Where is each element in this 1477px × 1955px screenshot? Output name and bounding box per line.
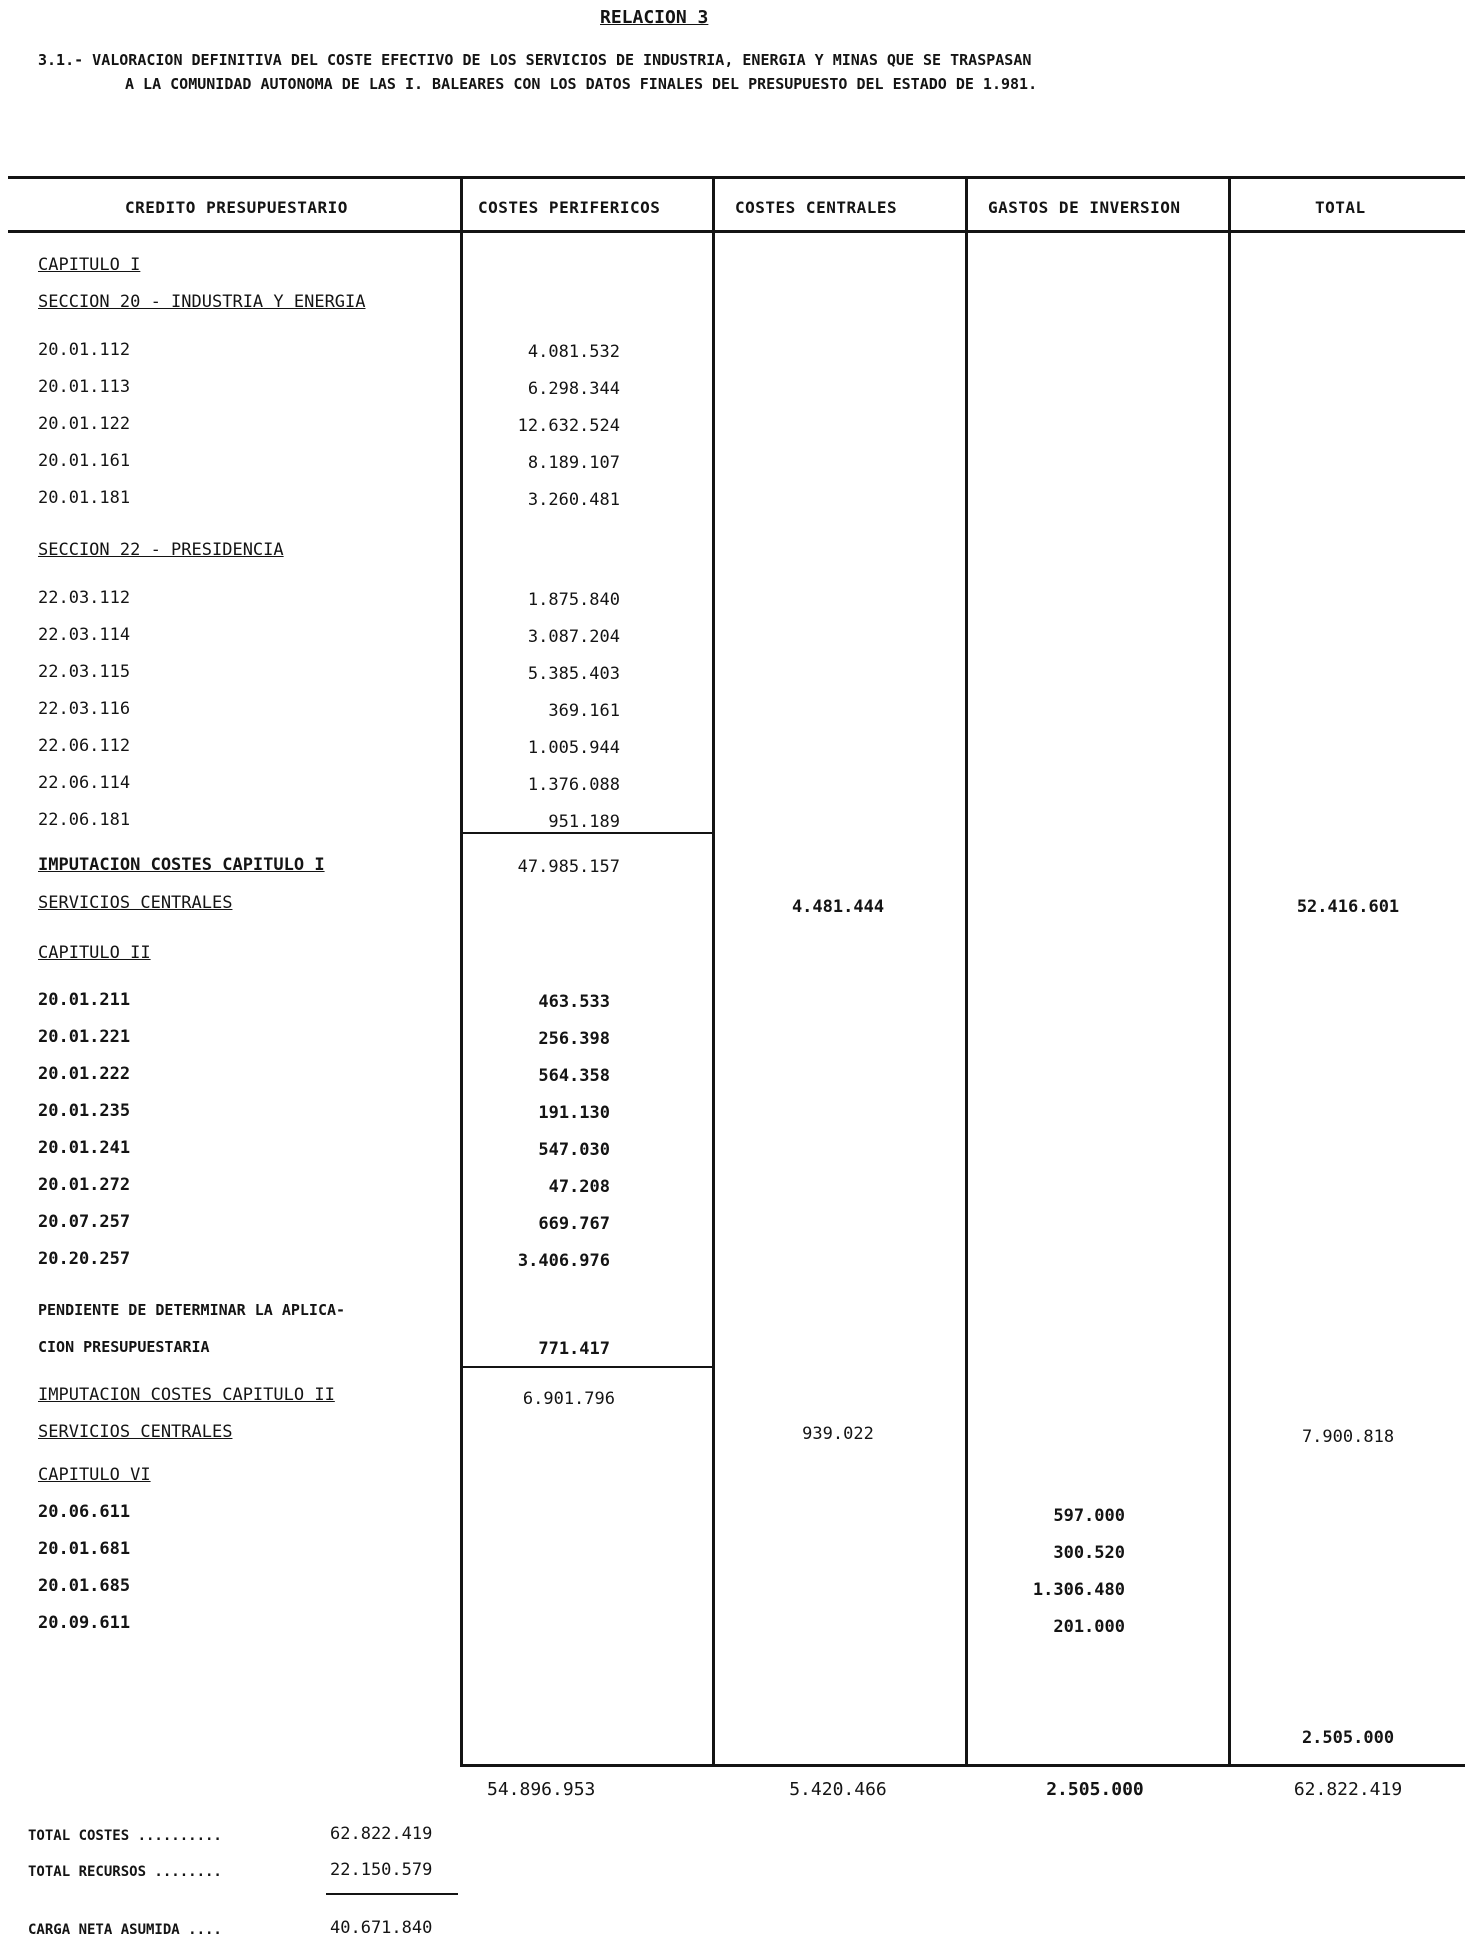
table-row-value: 951.189: [548, 812, 620, 832]
subtitle-line-2: A LA COMUNIDAD AUTONOMA DE LAS I. BALEARES CON LOS DATOS FINALES DEL PRESUPUESTO DEL ESTADO DE 1.981.: [125, 75, 1038, 93]
table-row-code: 20.01.221: [38, 1027, 131, 1047]
total-general: 62.822.419: [1293, 1779, 1403, 1800]
table-row-value: 3.406.976: [517, 1251, 610, 1271]
table-row-code: 22.06.114: [38, 773, 131, 793]
table-row-value: 8.189.107: [527, 453, 620, 473]
cap1-imputacion-value: 47.985.157: [517, 857, 620, 877]
table-row-code: 22.03.116: [38, 699, 131, 719]
table-row-value: 1.875.840: [527, 590, 620, 610]
summary-rule: [326, 1893, 458, 1895]
table-row-value: 47.208: [548, 1177, 610, 1197]
sec20-title: SECCION 20 - INDUSTRIA Y ENERGIA: [38, 292, 366, 312]
cap6-total-value: 2.505.000: [1301, 1728, 1395, 1748]
cap1-centrales-value: 4.481.444: [791, 897, 885, 917]
table-row-value: 369.161: [548, 701, 620, 721]
table-row-code: 20.01.272: [38, 1175, 131, 1195]
table-row-value: 5.385.403: [527, 664, 620, 684]
cap1-imputacion-label: IMPUTACION COSTES CAPITULO I: [38, 855, 325, 875]
table-row-value: 256.398: [538, 1029, 610, 1049]
table-row-code: 22.03.112: [38, 588, 131, 608]
cap1-total-value: 52.416.601: [1296, 897, 1400, 917]
col-header-inversion: GASTOS DE INVERSION: [988, 198, 1181, 217]
cap2-total-value: 7.900.818: [1301, 1427, 1395, 1447]
table-row-value: 1.005.944: [527, 738, 620, 758]
cap2-centrales-value: 939.022: [802, 1424, 874, 1444]
cap2-title: CAPITULO II: [38, 943, 151, 963]
table-row-code: 22.03.114: [38, 625, 131, 645]
col-header-perifericos: COSTES PERIFERICOS: [478, 198, 661, 217]
col-divider-4: [1228, 176, 1231, 1766]
table-row-code: 20.06.611: [38, 1502, 131, 1522]
table-row-code: 20.01.681: [38, 1539, 131, 1559]
summary-total-recursos-label: TOTAL RECURSOS ........: [28, 1864, 222, 1880]
cap2-servicios-label: SERVICIOS CENTRALES: [38, 1422, 233, 1442]
table-row-value: 1.306.480: [1032, 1580, 1125, 1600]
cap2-imputacion-value: 6.901.796: [522, 1389, 615, 1409]
sec22-title: SECCION 22 - PRESIDENCIA: [38, 540, 284, 560]
table-row-value: 4.081.532: [527, 342, 620, 362]
col-divider-3: [965, 176, 968, 1766]
table-row-value: 201.000: [1053, 1617, 1125, 1637]
cap1-subtotal-rule: [460, 832, 712, 834]
table-row-code: 20.09.611: [38, 1613, 131, 1633]
table-row-value: 463.533: [538, 992, 610, 1012]
table-row-value: 191.130: [538, 1103, 610, 1123]
table-row-value: 12.632.524: [517, 416, 620, 436]
summary-total-costes-label: TOTAL COSTES ..........: [28, 1828, 222, 1844]
col-header-credito: CREDITO PRESUPUESTARIO: [125, 198, 348, 217]
table-row-code: 20.01.161: [38, 451, 131, 471]
table-top-rule: [8, 176, 1465, 179]
table-row-code: 22.06.112: [38, 736, 131, 756]
cap2-pendiente-line-1: PENDIENTE DE DETERMINAR LA APLICA-: [38, 1301, 346, 1319]
summary-carga-neta-label: CARGA NETA ASUMIDA ....: [28, 1922, 222, 1938]
cap1-title: CAPITULO I: [38, 255, 141, 275]
table-row-code: 20.01.685: [38, 1576, 131, 1596]
total-inversion: 2.505.000: [1046, 1779, 1144, 1800]
table-row-value: 597.000: [1053, 1506, 1125, 1526]
table-row-value: 3.260.481: [527, 490, 620, 510]
col-header-total: TOTAL: [1315, 198, 1366, 217]
total-perifericos: 54.896.953: [487, 1779, 596, 1800]
summary-total-recursos-value: 22.150.579: [330, 1860, 433, 1880]
summary-carga-neta-value: 40.671.840: [330, 1918, 433, 1938]
col-divider-1: [460, 176, 463, 1766]
table-row-value: 564.358: [538, 1066, 610, 1086]
cap1-servicios-label: SERVICIOS CENTRALES: [38, 893, 233, 913]
header-bottom-rule: [8, 230, 1465, 233]
table-row-code: 20.01.235: [38, 1101, 131, 1121]
table-row-code: 22.06.181: [38, 810, 131, 830]
table-row-code: 20.01.112: [38, 340, 131, 360]
col-divider-2: [712, 176, 715, 1766]
summary-total-costes-value: 62.822.419: [330, 1824, 433, 1844]
table-row-value: 669.767: [538, 1214, 610, 1234]
table-row-code: 20.01.211: [38, 990, 131, 1010]
table-row-code: 20.01.181: [38, 488, 131, 508]
col-header-centrales: COSTES CENTRALES: [735, 198, 898, 217]
table-row-value: 300.520: [1053, 1543, 1125, 1563]
table-bottom-rule: [460, 1764, 1465, 1767]
table-row-code: 20.01.122: [38, 414, 131, 434]
table-row-code: 20.20.257: [38, 1249, 131, 1269]
subtitle-line-1: 3.1.- VALORACION DEFINITIVA DEL COSTE EFECTIVO DE LOS SERVICIOS DE INDUSTRIA, ENERGIA Y MINAS QUE SE TRASPASAN: [38, 51, 1032, 69]
table-row-code: 20.01.241: [38, 1138, 131, 1158]
cap2-pendiente-value: 771.417: [538, 1339, 610, 1359]
table-row-code: 20.01.113: [38, 377, 131, 397]
cap2-pendiente-line-2: CION PRESUPUESTARIA: [38, 1338, 210, 1356]
table-row-value: 1.376.088: [527, 775, 620, 795]
table-row-value: 547.030: [538, 1140, 610, 1160]
total-centrales: 5.420.466: [789, 1779, 887, 1800]
table-row-code: 20.01.222: [38, 1064, 131, 1084]
cap2-imputacion-label: IMPUTACION COSTES CAPITULO II: [38, 1385, 335, 1405]
table-row-code: 20.07.257: [38, 1212, 131, 1232]
table-row-code: 22.03.115: [38, 662, 131, 682]
table-row-value: 6.298.344: [527, 379, 620, 399]
cap2-subtotal-rule: [460, 1366, 712, 1368]
cap6-title: CAPITULO VI: [38, 1465, 151, 1485]
document-heading: RELACION 3: [600, 7, 709, 28]
table-row-value: 3.087.204: [527, 627, 620, 647]
